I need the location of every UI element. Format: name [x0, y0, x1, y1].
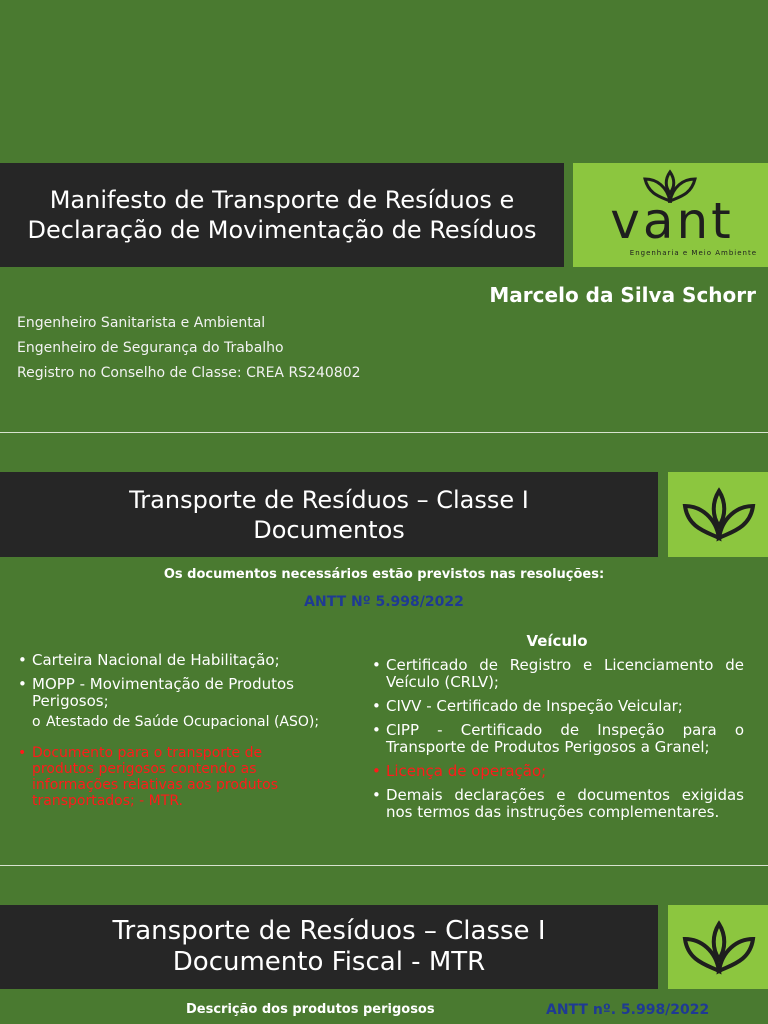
driver-documents — [16, 652, 326, 816]
cover-title-line-1: Manifesto de Transporte de Resíduos e — [49, 186, 515, 214]
documents-title-bar — [0, 472, 658, 557]
list-item: • CIVV - Certificado de Inspeção Veicular; — [370, 698, 744, 715]
resolution-reference: ANTT Nº 5.998/2022 — [304, 594, 464, 610]
products-caption: Descrição dos produtos perigosos — [186, 1002, 435, 1017]
slide-mtr — [0, 866, 768, 1024]
sub-list-item: o Atestado de Saúde Ocupacional (ASO); — [16, 714, 326, 731]
vehicle-heading: Veículo — [526, 632, 588, 650]
logo-tagline: Engenharia e Meio Ambiente — [629, 249, 757, 257]
documents-title-line-1: Transporte de Resíduos – Classe I — [129, 485, 529, 514]
cover-title-bar — [0, 163, 564, 267]
credential-line: Engenheiro de Segurança do Trabalho — [17, 340, 284, 356]
list-item-highlight: • Licença de operação; — [370, 763, 744, 780]
leaf-logo-icon — [682, 919, 756, 977]
author-name: Marcelo da Silva Schorr — [489, 283, 756, 307]
credential-line: Registro no Conselho de Classe: CREA RS240802 — [17, 365, 361, 381]
credential-line: Engenheiro Sanitarista e Ambiental — [17, 315, 266, 331]
documents-title-line-2: Documentos — [253, 515, 405, 544]
slide-documents — [0, 433, 768, 865]
leaf-logo-badge — [668, 905, 768, 989]
mtr-title-line-1: Transporte de Resíduos – Classe I — [112, 916, 546, 946]
vehicle-documents — [370, 657, 744, 828]
leaf-logo-icon — [682, 486, 756, 544]
list-item: • Certificado de Registro e Licenciamento de Veículo (CRLV); — [370, 657, 744, 691]
cover-title-line-2: Declaração de Movimentação de Resíduos — [27, 216, 537, 244]
slide-cover — [0, 0, 768, 432]
list-item: • Demais declarações e documentos exigidas nos termos das instruções complementares. — [370, 787, 744, 821]
mtr-title-line-2: Documento Fiscal - MTR — [172, 947, 486, 977]
vant-logo — [573, 163, 768, 267]
documents-intro: Os documentos necessários estão previstos nas resoluções: — [163, 567, 605, 582]
logo-word: vant — [610, 192, 734, 250]
list-item: • CIPP - Certificado de Inspeção para o Transporte de Produtos Perigosos a Granel; — [370, 722, 744, 756]
list-item: • MOPP - Movimentação de Produtos Perigosos; — [16, 676, 326, 710]
list-item-highlight: • Documento para o transporte de produtos perigosos contendo as informações relativas aos produtos transportados; - MTR. — [16, 745, 326, 809]
leaf-logo-badge — [668, 472, 768, 557]
resolution-reference: ANTT nº. 5.998/2022 — [546, 1002, 710, 1018]
list-item: • Carteira Nacional de Habilitação; — [16, 652, 326, 669]
mtr-title-bar — [0, 905, 658, 989]
